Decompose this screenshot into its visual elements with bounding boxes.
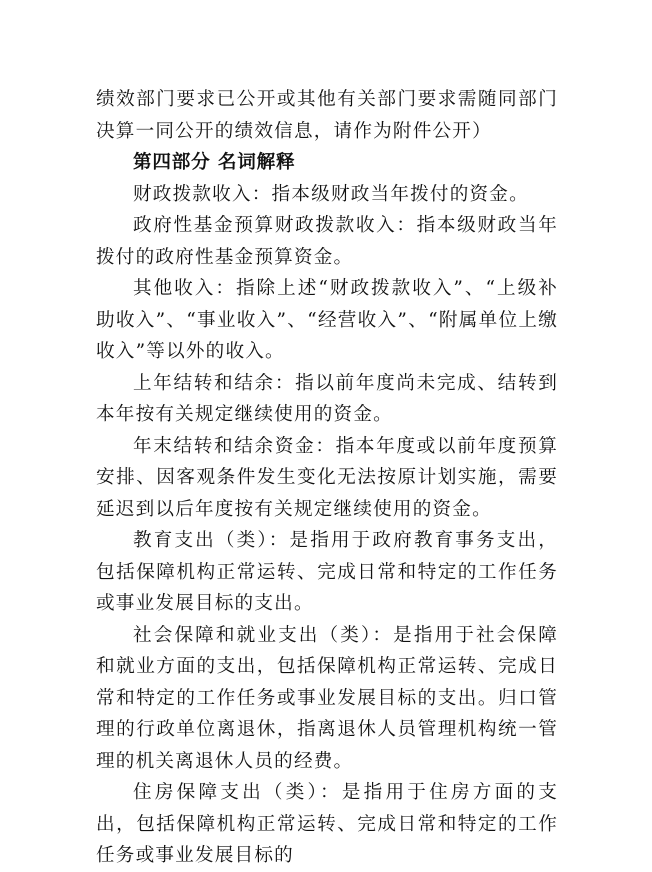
term-year-end-carryover: 年末结转和结余资金：指本年度或以前年度预算安排、因客观条件发生变化无法按原计划实施，需要延迟到以后年度按有关规定继续使用的资金。: [96, 435, 558, 520]
term-fiscal-appropriation-income: 财政拨款收入：指本级财政当年拨付的资金。: [133, 183, 529, 205]
paragraph-continuation: 绩效部门要求已公开或其他有关部门要求需随同部门决算一同公开的绩效信息，请作为附件公开）: [96, 89, 558, 142]
term-social-security-expenditure: 社会保障和就业支出（类）：是指用于社会保障和就业方面的支出，包括保障机构正常运转、完成日常和特定的工作任务或事业发展目标的支出。归口管理的行政单位离退休，指离退休人员管理机构统一管理的机关离退休人员的经费。: [96, 624, 558, 772]
term-other-income: 其他收入：指除上述“财政拨款收入”、“上级补助收入”、“事业收入”、“经营收入”、“附属单位上缴收入”等以外的收入。: [96, 278, 558, 362]
section-heading: 第四部分 名词解释: [133, 152, 296, 173]
term-education-expenditure: 教育支出（类）：是指用于政府教育事务支出，包括保障机构正常运转、完成日常和特定的工作任务或事业发展目标的支出。: [96, 530, 558, 614]
term-government-fund-income: 政府性基金预算财政拨款收入：指本级财政当年拨付的政府性基金预算资金。: [96, 215, 558, 268]
term-prior-year-carryover: 上年结转和结余：指以前年度尚未完成、结转到本年按有关规定继续使用的资金。: [96, 372, 558, 425]
term-housing-expenditure: 住房保障支出（类）：是指用于住房方面的支出，包括保障机构正常运转、完成日常和特定的工作任务或事业发展目标的: [96, 782, 558, 866]
document-page: [96, 84, 558, 872]
